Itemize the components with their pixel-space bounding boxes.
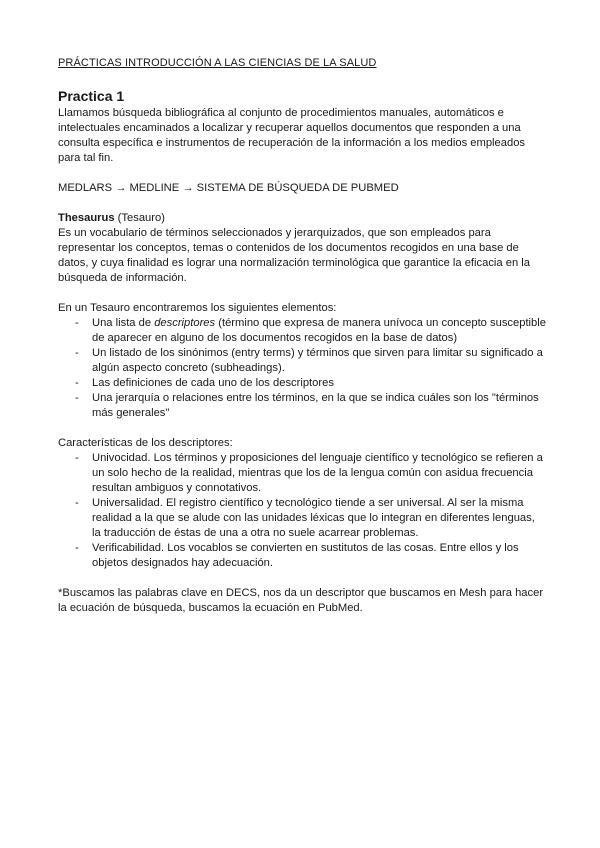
list-item-text: Una lista de <box>92 317 155 329</box>
thesaurus-term: Thesaurus <box>58 212 115 224</box>
list-item: - Una jerarquía o relaciones entre los términos, en la que se indica cuáles son los "términos más generales" <box>58 391 546 421</box>
list-item: - Univocidad. Los términos y proposiciones del lenguaje científico y tecnológico se refieren a un solo hecho de la realidad, mientras que los de la lengua común con asidua frecuencia resultan ambiguos y connotativos. <box>58 451 546 496</box>
search-note: *Buscamos las palabras clave en DECS, nos da un descriptor que buscamos en Mesh para hacer la ecuación de búsqueda, buscamos la ecuación en PubMed. <box>58 587 544 614</box>
list-item <box>58 316 546 346</box>
document-page <box>58 56 546 616</box>
characteristics-intro: Características de los descriptores: <box>58 437 233 449</box>
elements-list <box>58 316 546 421</box>
section-title: Practica 1 <box>58 88 125 104</box>
thesaurus-definition: Es un vocabulario de términos seleccionados y jerarquizados, que son empleados para representar los conceptos, temas o contenidos de los documentos recogidos en una base de datos, y cuya finalidad es lograr una normalización terminológica que garantice la eficacia en la búsqueda de información. <box>58 227 531 284</box>
list-item: - Las definiciones de cada uno de los descriptores <box>58 376 546 391</box>
descriptores-term: descriptores <box>154 317 216 329</box>
elements-intro: En un Tesauro encontraremos los siguientes elementos: <box>58 302 337 314</box>
list-item-text: (término que expresa de manera unívoca un concepto susceptible de aparecer en alguno de los documentos recogidos en la base de datos) <box>92 317 546 344</box>
thesaurus-term-note: (Tesauro) <box>114 212 165 224</box>
list-item: - Verificabilidad. Los vocablos se convierten en sustitutos de las cosas. Entre ellos y los objetos designados hay adecuación. <box>58 541 546 571</box>
system-chain: MEDLARS → MEDLINE → SISTEMA DE BÚSQUEDA DE PUBMED <box>58 182 399 194</box>
thesaurus-heading <box>58 211 546 226</box>
document-header: PRÁCTICAS INTRODUCCIÓN A LAS CIENCIAS DE LA SALUD <box>58 57 377 69</box>
list-item: - Un listado de los sinónimos (entry terms) y términos que sirven para limitar su significado a algún aspecto concreto (subheadings). <box>58 346 546 376</box>
characteristics-list <box>58 451 546 571</box>
intro-paragraph: Llamamos búsqueda bibliográfica al conjunto de procedimientos manuales, automáticos e intelectuales encaminados a localizar y recuperar aquellos documentos que responden a una consulta específica e instrumentos de recuperación de la información a los medios empleados para tal fin. <box>58 107 526 164</box>
list-item: - Universalidad. El registro científico y tecnológico tiende a ser universal. Al ser la misma realidad a la que se alude con las unidades léxicas que lo integran en diferentes lenguas, la traducción de éstas de una a otra no suele acarrear problemas. <box>58 496 546 541</box>
